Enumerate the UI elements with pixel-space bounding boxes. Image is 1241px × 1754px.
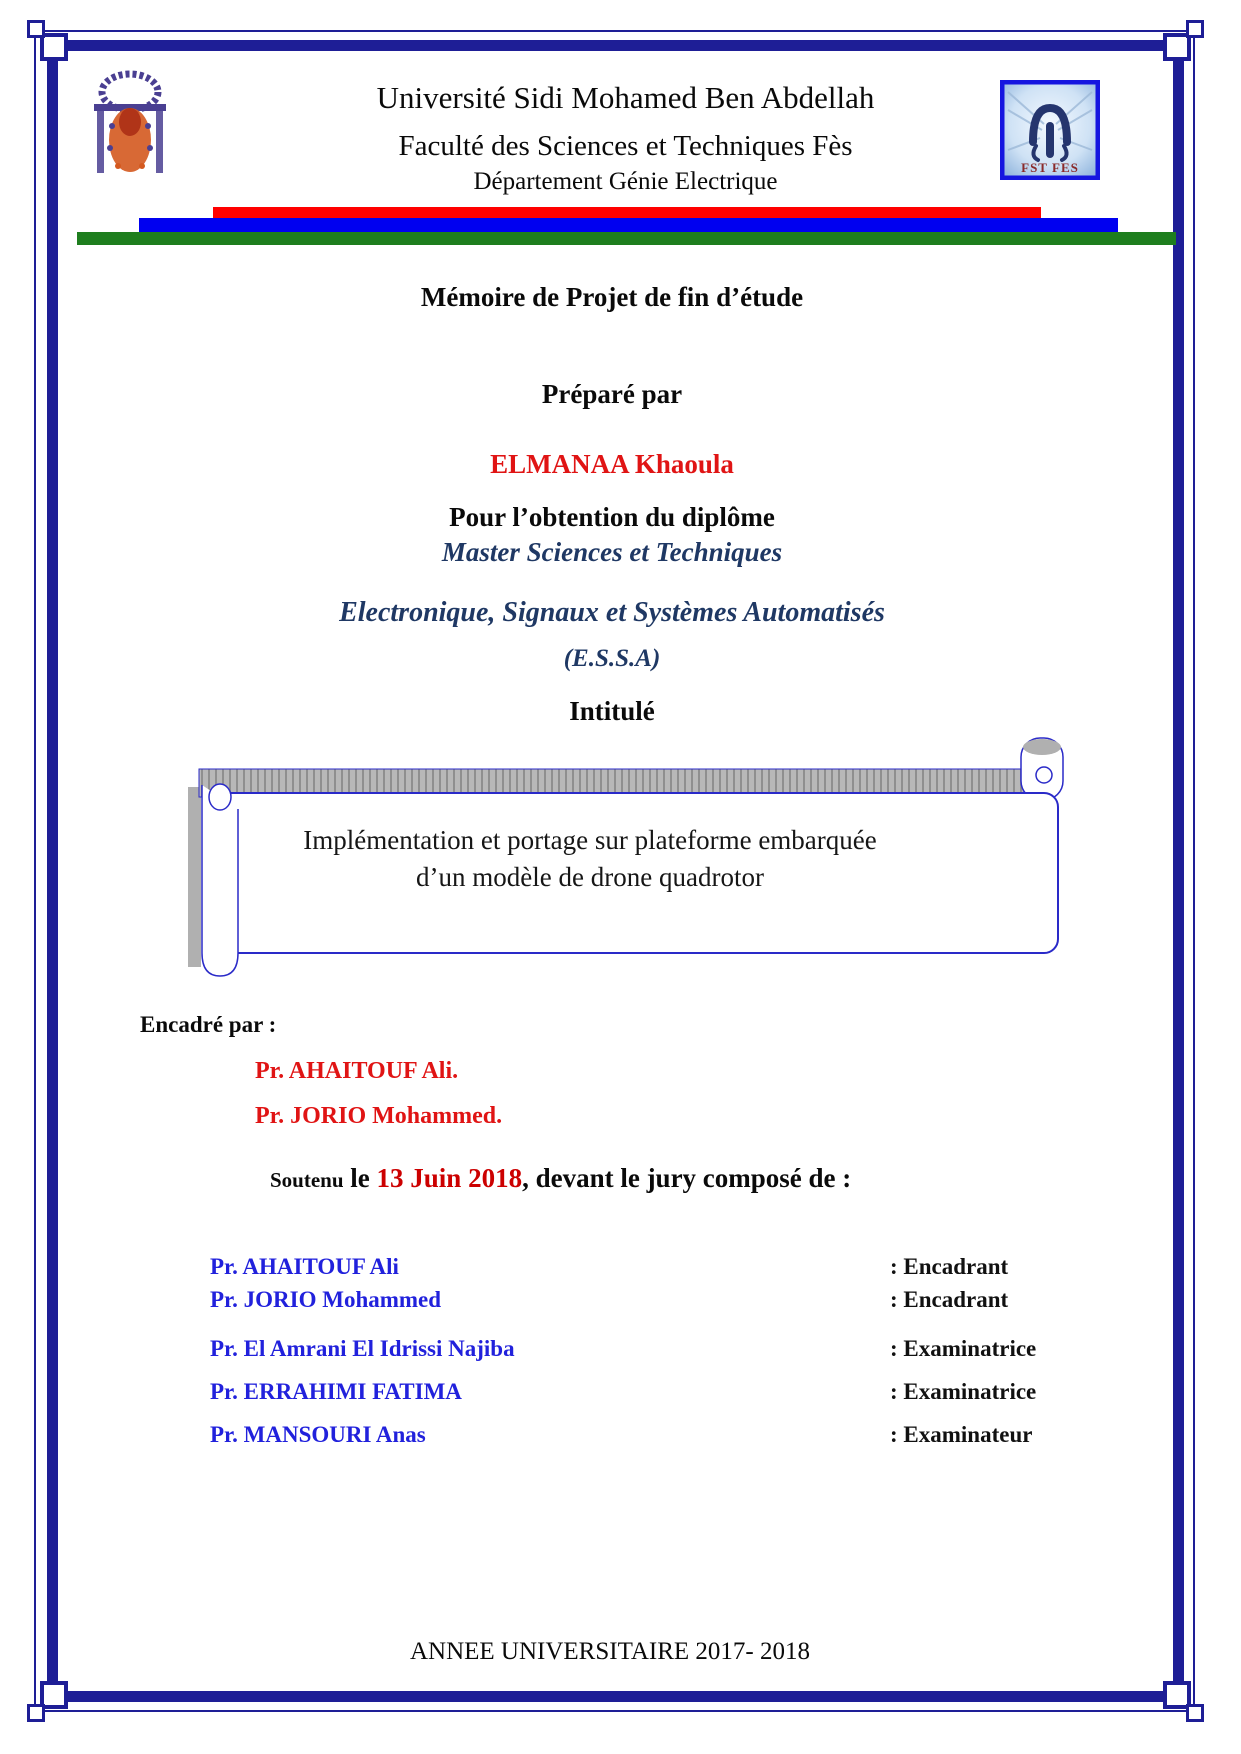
faculty-name: Faculté des Sciences et Techniques Fès bbox=[398, 130, 853, 162]
jury-row bbox=[210, 1287, 1110, 1315]
fst-fes-caption: FST FES bbox=[1021, 160, 1079, 175]
academic-year: ANNEE UNIVERSITAIRE 2017- 2018 bbox=[409, 1638, 811, 1665]
jury-row bbox=[210, 1336, 1110, 1364]
program-name: Master Sciences et Techniques bbox=[441, 537, 783, 567]
jury-member-name: Pr. AHAITOUF Ali bbox=[210, 1254, 399, 1279]
thesis-title-line1: Implémentation et portage sur plateforme embarquée bbox=[303, 825, 877, 855]
jury-member-name: Pr. JORIO Mohammed bbox=[210, 1287, 442, 1312]
jury-member-name: Pr. ERRAHIMI FATIMA bbox=[210, 1379, 462, 1404]
jury-member-name: Pr. El Amrani El Idrissi Najiba bbox=[210, 1336, 515, 1361]
jury-member-role: : Encadrant bbox=[890, 1287, 1009, 1312]
defense-prefix: Soutenu bbox=[270, 1168, 344, 1192]
diploma-label: Pour l’obtention du diplôme bbox=[449, 502, 775, 532]
jury-member-role: : Examinatrice bbox=[890, 1336, 1037, 1361]
author-name: ELMANAA Khaoula bbox=[490, 449, 734, 479]
prepared-by-label: Préparé par bbox=[541, 379, 683, 409]
jury-member-role: : Encadrant bbox=[890, 1254, 1009, 1279]
jury-row bbox=[210, 1254, 1110, 1282]
university-name: Université Sidi Mohamed Ben Abdellah bbox=[376, 80, 875, 115]
jury-row bbox=[210, 1379, 1110, 1407]
thesis-title bbox=[185, 822, 995, 896]
supervised-by-label: Encadré par : bbox=[140, 1012, 277, 1037]
university-seal-icon bbox=[88, 70, 172, 178]
defense-line bbox=[270, 1163, 851, 1194]
border-corner-knot-small bbox=[1186, 20, 1204, 38]
defense-date: 13 Juin 2018 bbox=[376, 1163, 523, 1193]
supervisor-name: Pr. JORIO Mohammed. bbox=[255, 1103, 503, 1129]
document-type: Mémoire de Projet de fin d’étude bbox=[420, 282, 804, 312]
jury-row bbox=[210, 1422, 1110, 1450]
program-speciality: Electronique, Signaux et Systèmes Automatisés bbox=[339, 597, 885, 628]
border-corner-knot-small bbox=[27, 20, 45, 38]
department-name: Département Génie Electrique bbox=[473, 168, 778, 195]
border-corner-knot-small bbox=[27, 1704, 45, 1722]
jury-member-name: Pr. MANSOURI Anas bbox=[210, 1422, 426, 1447]
jury-member-role: : Examinateur bbox=[890, 1422, 1033, 1447]
defense-suffix: , devant le jury composé de : bbox=[522, 1163, 852, 1193]
supervisor-name: Pr. AHAITOUF Ali. bbox=[255, 1058, 459, 1084]
green-bar bbox=[77, 232, 1176, 245]
thesis-title-line2: d’un modèle de drone quadrotor bbox=[416, 862, 764, 892]
border-corner-knot-small bbox=[1186, 1704, 1204, 1722]
defense-mid: le bbox=[343, 1163, 377, 1193]
blue-bar bbox=[139, 218, 1118, 232]
program-acronym: (E.S.S.A) bbox=[563, 645, 661, 672]
jury-member-role: : Examinatrice bbox=[890, 1379, 1037, 1404]
title-label: Intitulé bbox=[569, 696, 655, 726]
